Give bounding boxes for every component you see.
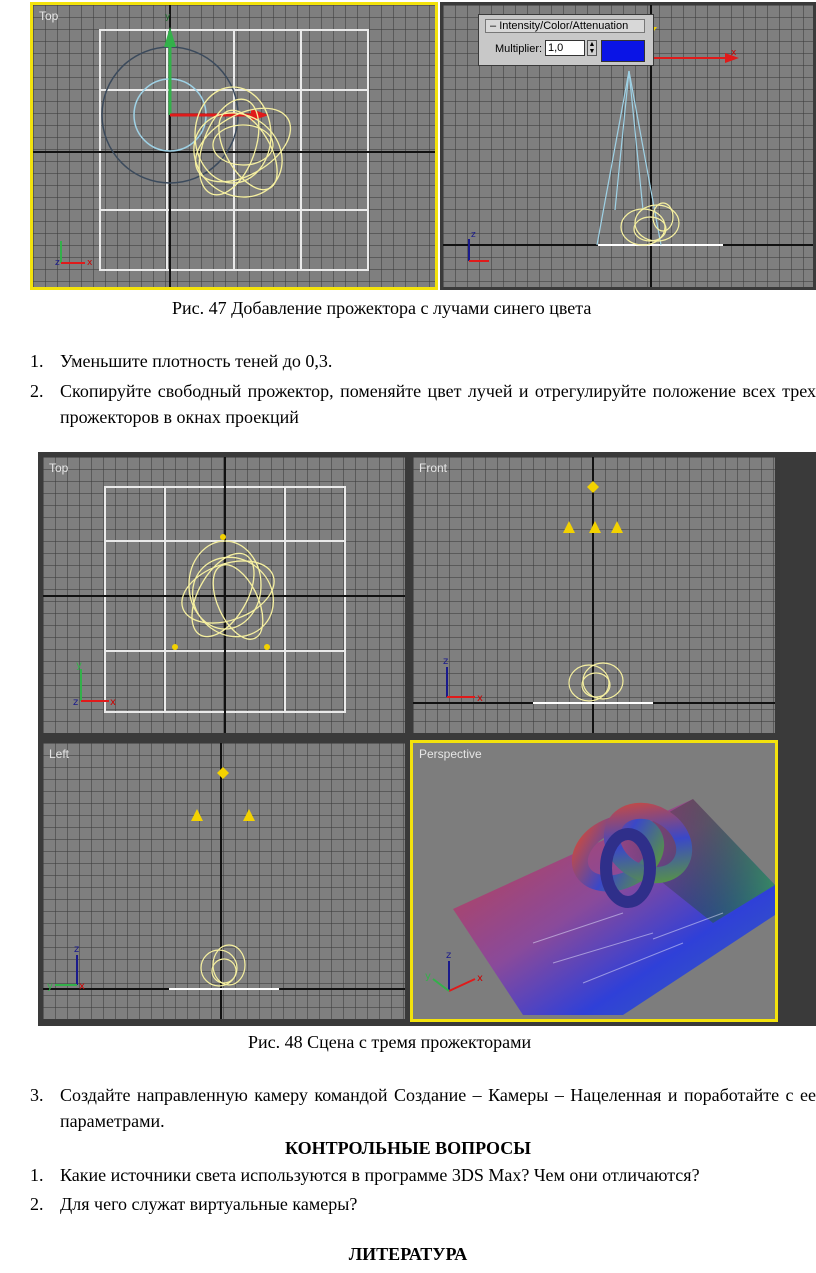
item-number: 1. (30, 351, 44, 371)
item-number: 2. (30, 381, 44, 401)
knot-wireframe-small (569, 663, 623, 701)
multiplier-input[interactable]: 1,0 (545, 40, 585, 56)
light-color-swatch[interactable] (601, 40, 645, 62)
intensity-rollout-panel (478, 14, 654, 66)
viewport-label: Left (49, 747, 70, 761)
axis-x-label: x (110, 697, 116, 708)
axis-y-label: y (165, 12, 171, 22)
top-view-scene (43, 457, 405, 733)
multiplier-spinner[interactable]: ▲ ▼ (588, 41, 596, 55)
collapse-icon: – (490, 20, 497, 32)
item-number: 2. (30, 1194, 44, 1214)
item-number: 3. (30, 1085, 44, 1105)
knot-wireframe (177, 87, 303, 214)
figure-48 (38, 452, 816, 1026)
item-text: Скопируйте свободный прожектор, поменяйте цвет лучей и отрегулируйте положение всех трех прожекторов в окнах проекций (60, 381, 816, 427)
knot-wireframe-small (201, 945, 245, 986)
questions-heading: КОНТРОЛЬНЫЕ ВОПРОСЫ (285, 1138, 531, 1158)
viewport-top[interactable] (40, 454, 408, 736)
item-text: Для чего служат виртуальные камеры? (60, 1194, 358, 1214)
item-text: Какие источники света используются в программе 3DS Max? Чем они отличаются? (60, 1165, 700, 1185)
viewport-front[interactable] (410, 454, 778, 736)
viewport-label: Top (49, 461, 69, 475)
light-icon[interactable] (172, 644, 178, 650)
rollout-title: Intensity/Color/Attenuation (499, 20, 629, 32)
literature-heading: ЛИТЕРАТУРА (348, 1244, 468, 1264)
viewport-perspective[interactable] (410, 740, 778, 1022)
viewport-label: Front (419, 461, 448, 475)
axis-z-label: z (73, 697, 79, 708)
viewport-label: Perspective (419, 747, 482, 761)
multiplier-label: Multiplier: (495, 43, 543, 55)
light-icon[interactable] (264, 644, 270, 650)
axis-y-label: y (47, 981, 53, 992)
figure-47-caption: Рис. 47 Добавление прожектора с лучами синего цвета (172, 298, 592, 318)
axis-x-label: x (87, 258, 93, 268)
axis-y-label: y (76, 660, 82, 671)
item-text: Создайте направленную камеру командой Создание – Камеры – Нацеленная и поработайте с ее параметрами. (60, 1085, 816, 1131)
axis-y-label: y (425, 971, 431, 982)
viewport-top[interactable] (30, 2, 438, 290)
axis-z-label: z (74, 944, 80, 955)
figure-47 (30, 0, 816, 294)
viewport-left[interactable] (40, 740, 408, 1022)
viewport-label: Top (39, 9, 59, 23)
light-icon[interactable] (220, 534, 226, 540)
figure-48-caption: Рис. 48 Сцена с тремя прожекторами (248, 1032, 532, 1052)
axis-z-label: z (443, 656, 449, 667)
axis-x-label: x (477, 973, 483, 984)
axis-z-label: z (471, 230, 476, 240)
top-view-scene (33, 5, 435, 287)
item-number: 1. (30, 1165, 44, 1185)
axis-z-label: z (55, 258, 60, 268)
axis-x-label: x (477, 693, 483, 704)
axis-x-label: x (731, 48, 737, 58)
front-view-scene (413, 457, 775, 733)
spotlight-icons[interactable] (191, 767, 255, 821)
axis-x-label: x (79, 981, 85, 992)
left-view-scene (43, 743, 405, 1019)
intensity-rollout-header[interactable] (485, 19, 645, 33)
item-text: Уменьшите плотность теней до 0,3. (60, 351, 333, 371)
axis-z-label: z (446, 950, 452, 961)
perspective-scene (413, 743, 775, 1019)
